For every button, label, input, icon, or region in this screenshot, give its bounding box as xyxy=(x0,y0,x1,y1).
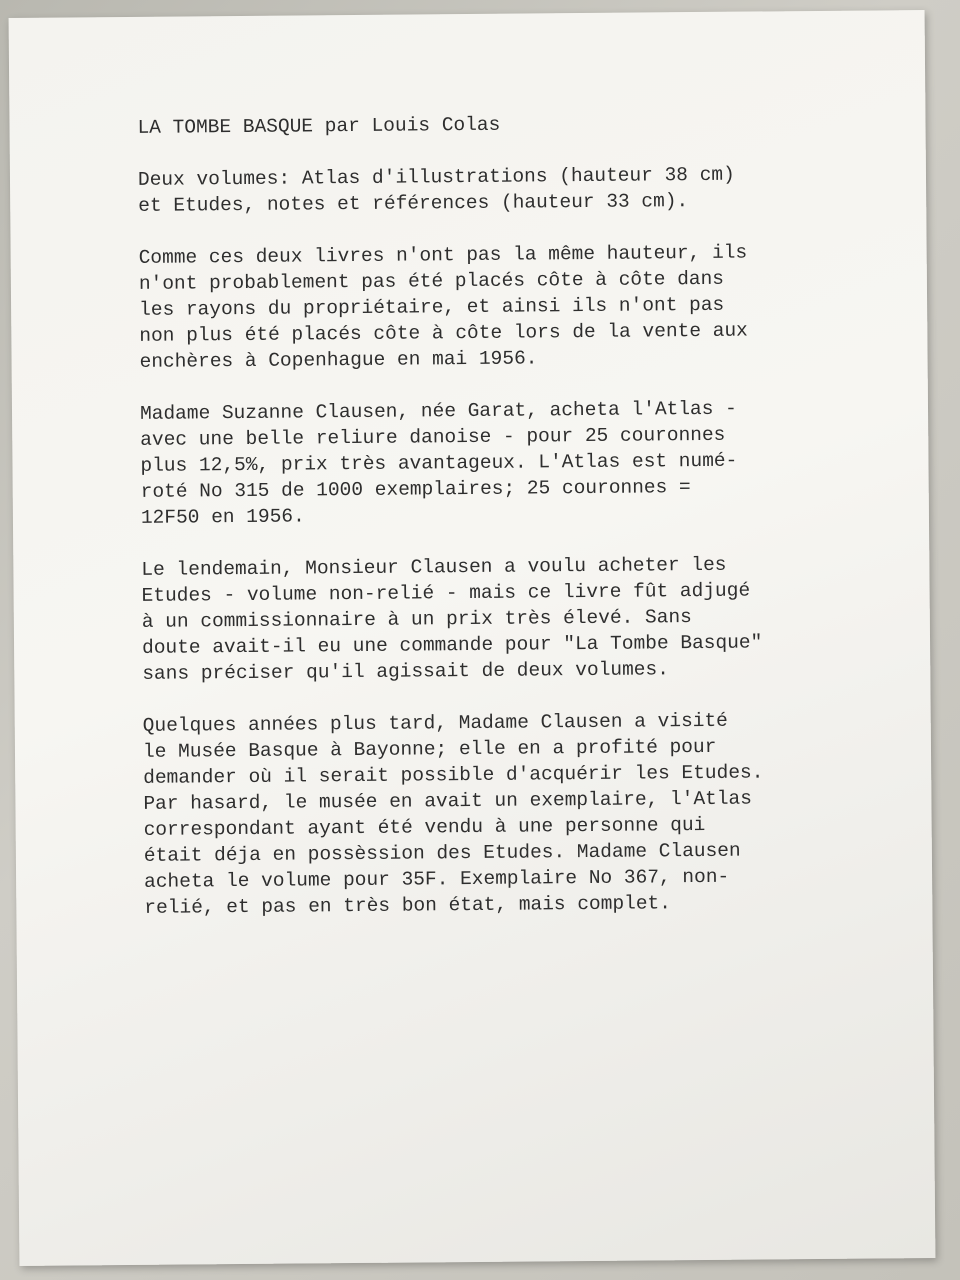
text-line: Etudes - volume non-relié - mais ce livre fût adjugé xyxy=(141,579,751,607)
text-line: sans préciser qu'il agissait de deux volumes. xyxy=(142,658,669,685)
text-line: relié, et pas en très bon état, mais complet. xyxy=(144,892,672,919)
typewritten-text xyxy=(137,109,844,947)
paragraph-atlas-purchase xyxy=(140,395,841,531)
text-line: enchères à Copenhague en mai 1956. xyxy=(139,347,538,373)
text-line: Comme ces deux livres n'ont pas la même hauteur, ils xyxy=(138,241,748,269)
text-line: doute avait-il eu une commande pour "La Tombe Basque" xyxy=(141,631,763,659)
text-line: avec une belle reliure danoise - pour 25 couronnes xyxy=(140,423,726,451)
paragraph-musee-basque xyxy=(143,707,845,921)
text-line: acheta le volume pour 35F. Exemplaire No 367, non- xyxy=(144,865,730,893)
text-line: les rayons du propriétaire, et ainsi ils n'ont pas xyxy=(139,293,725,321)
paragraph-etudes-auction xyxy=(141,551,842,687)
text-line: n'ont probablement pas été placés côte à côte dans xyxy=(138,267,725,295)
text-line: Le lendemain, Monsieur Clausen a voulu acheter les xyxy=(141,553,727,581)
text-line: le Musée Basque à Bayonne; elle en a profité pour xyxy=(142,735,717,763)
text-line: roté No 315 de 1000 exemplaires; 25 couronnes = xyxy=(140,476,691,503)
text-line: Madame Suzanne Clausen, née Garat, acheta l'Atlas - xyxy=(139,397,737,425)
text-line: Deux volumes: Atlas d'illustrations (hauteur 38 cm) xyxy=(137,163,735,191)
text-line: correspondant ayant été vendu à une personne qui xyxy=(143,813,706,841)
document-title: LA TOMBE BASQUE par Louis Colas xyxy=(137,113,501,139)
text-line: 12F50 en 1956. xyxy=(140,505,305,529)
text-line: Par hasard, le musée en avait un exemplaire, l'Atlas xyxy=(143,787,753,815)
text-line: Quelques années plus tard, Madame Clausen a visité xyxy=(142,709,728,737)
paragraph-volumes xyxy=(138,161,838,219)
text-line: non plus été placés côte à côte lors de la vente aux xyxy=(139,319,748,347)
text-line: était déja en possèssion des Etudes. Madame Clausen xyxy=(143,839,741,867)
text-line: et Etudes, notes et références (hauteur 33 cm). xyxy=(138,190,689,217)
text-line: demander où il serait possible d'acquérir les Etudes. xyxy=(143,761,764,789)
text-line: plus 12,5%, prix très avantageux. L'Atlas est numé- xyxy=(140,449,738,477)
text-line: à un commissionnaire à un prix très élevé. Sans xyxy=(141,606,692,633)
paragraph-heights xyxy=(139,239,840,375)
paper-sheet xyxy=(9,10,936,1266)
